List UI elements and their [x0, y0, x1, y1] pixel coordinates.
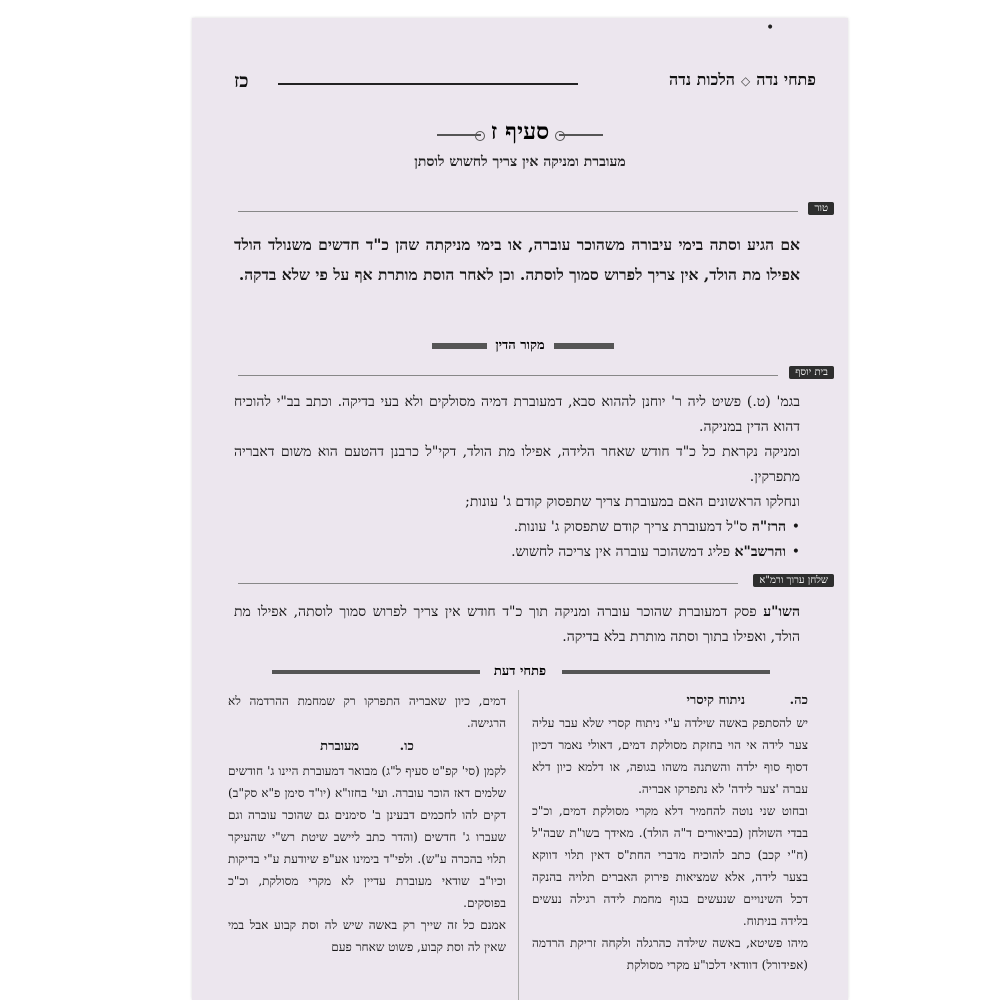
note-25-p1: יש להסתפק באשה שילדה ע"י ניתוח קסרי שלא עבר עליה צער לידה אי הוי בחזקת מסולקת דמים, דאולי נאמר דכיון דסוף סוף ילדה והשתנה משהו בגופה, או דלמא כיון דלא עברה 'צער לידה' לא נתפרקו אבריה.	[532, 716, 808, 796]
mekor-line-right	[554, 343, 614, 349]
beit-yosef-body	[234, 390, 800, 565]
column-divider	[518, 690, 519, 1000]
beit-yosef-tag: בית יוסף	[789, 366, 834, 379]
shulchan-aruch-text: השו"ע פסק דמעוברת שהוכר עוברה ומניקה תוך כ"ד חודש אין צריך לפרוש סמוך לוסתה, אפילו מת הולד, ואפילו בתוך וסתה מותרת בלא בדיקה.	[234, 604, 800, 645]
ornament-right-icon	[559, 134, 603, 136]
diamond-icon: ◇	[740, 74, 751, 88]
beit-yosef-p2: ומניקה נקראת כל כ"ד חודש שאחר הלידה, אפילו מת הולד, דקי"ל כרבנן דהטעם הוא משום דאבריה מתפרקין.	[234, 444, 800, 485]
header-rule	[278, 83, 578, 85]
mekor-label: מקור הדין	[487, 337, 552, 353]
beit-yosef-p1: בגמ' (ט.) פשיט ליה ר' יוחנן לההוא סבא, דמעוברת דמיה מסולקים ולא בעי בדיקה. וכתב בב"י להוכיח דהוא הדין במניקה.	[234, 394, 800, 435]
pitchei-daat-label: פתחי דעת	[486, 663, 554, 679]
note-25-heading	[532, 690, 808, 712]
note-25-p2: ובחוט שני נוטה להחמיר דלא מקרי מסולקת דמים, וכ"כ בבדי השולחן (בביאורים ד"ה הולד). מאידך בשו"ת שבה"ל (ח"י קכב) כתב להוכיח מדברי החת"ס דאין תלוי דווקא בצער לידה, אלא שמציאות פירוק האברים תלויה בהנקה דכל השינויים שנעשים בגוף מחמת לידה רגילה נעשים בלידה בניתוח.	[532, 804, 808, 928]
running-header	[234, 70, 816, 96]
mekor-line-left	[432, 343, 492, 349]
page-dot: •	[766, 20, 775, 36]
note-title: מעוברת	[320, 739, 360, 754]
beit-yosef-tag-line	[238, 375, 778, 376]
left-column	[228, 690, 506, 958]
tur-text: אם הגיע וסתה בימי עיבורה משהוכר עוברה, או בימי מניקתה שהן כ"ד חדשים משנולד הולד אפילו מת הולד, אין צריך לפרוש סמוך לוסתה. וכן לאחר הוסת מותרת אף על פי שלא בדקה.	[234, 235, 800, 284]
beit-yosef-p3: ונחלקו הראשונים האם במעוברת צריך שתפסוק קודם ג' עונות;	[465, 494, 800, 510]
header-titles	[669, 70, 816, 90]
note-continued: דמים, כיון שאבריה התפרקו רק שמחמת ההרדמה לא הרגישה.	[228, 694, 506, 730]
list-item: • והרשב"א פליג דמשהוכר עוברה אין צריכה לחשוש.	[234, 540, 800, 565]
shulchan-aruch-tag: שלחן ערוך ורמ"א	[753, 574, 834, 587]
mekor-bar	[192, 334, 848, 353]
note-26-p1: לקמן (סי' קפ"ט סעיף ל"ג) מבואר דמעוברת היינו ג' חודשים שלמים דאז הוכר עוברה. ועי' בחזו"א (יו"ד סימן פ"א סק"ב) דקים להו לחכמים דבעינן ב' סימנים גם שהוכר עוברה וגם שעברו ג' חדשים (והדר כתב ליישב שיטת רש"י שהעיקר תלוי בהכרה ע"ש). ולפי"ד בימינו אע"פ שיודעת ע"י בדיקות וכיו"ב שודאי מעוברת עדיין לא מקרי מסולקת, וכ"כ בפוסקים.	[228, 764, 506, 910]
book-page	[192, 18, 848, 1000]
note-number: כו.	[399, 739, 414, 754]
pitchei-daat-bar	[192, 660, 848, 679]
right-column	[532, 690, 808, 976]
pitchei-line-left	[272, 670, 480, 674]
seif-subtitle: מעוברת ומניקה אין צריך לחשוש לוסתן	[414, 154, 626, 170]
note-26-p2: אמנם כל זה שייך רק באשה שיש לה וסת קבוע אבל במי שאין לה וסת קבוע, פשוט שאחר פעם	[228, 918, 506, 954]
shulchan-tag-line	[238, 583, 738, 584]
opinions-list	[234, 515, 800, 565]
tur-tag-line	[238, 211, 798, 212]
seif-heading	[192, 118, 848, 145]
note-title: ניתוח קיסרי	[686, 693, 746, 708]
list-item: • הרז"ה ס"ל דמעוברת צריך קודם שתפסוק ג' עונות.	[234, 515, 800, 540]
note-26-heading	[228, 736, 506, 758]
pitchei-line-right	[562, 670, 770, 674]
section-title: הלכות נדה	[668, 70, 735, 89]
seif-title: סעיף ז	[490, 118, 550, 145]
page-number: כז	[234, 70, 249, 92]
tur-tag: טור	[808, 202, 834, 215]
note-25-p3: מיהו פשיטא, באשה שילדה כהרגלה ולקחה זריקת הרדמה (אפידורל) דוודאי דלכו"ע מקרי מסולקת	[532, 936, 808, 972]
note-number: כה.	[789, 693, 808, 708]
ornament-left-icon	[437, 134, 481, 136]
book-title: פתחי נדה	[756, 70, 816, 89]
